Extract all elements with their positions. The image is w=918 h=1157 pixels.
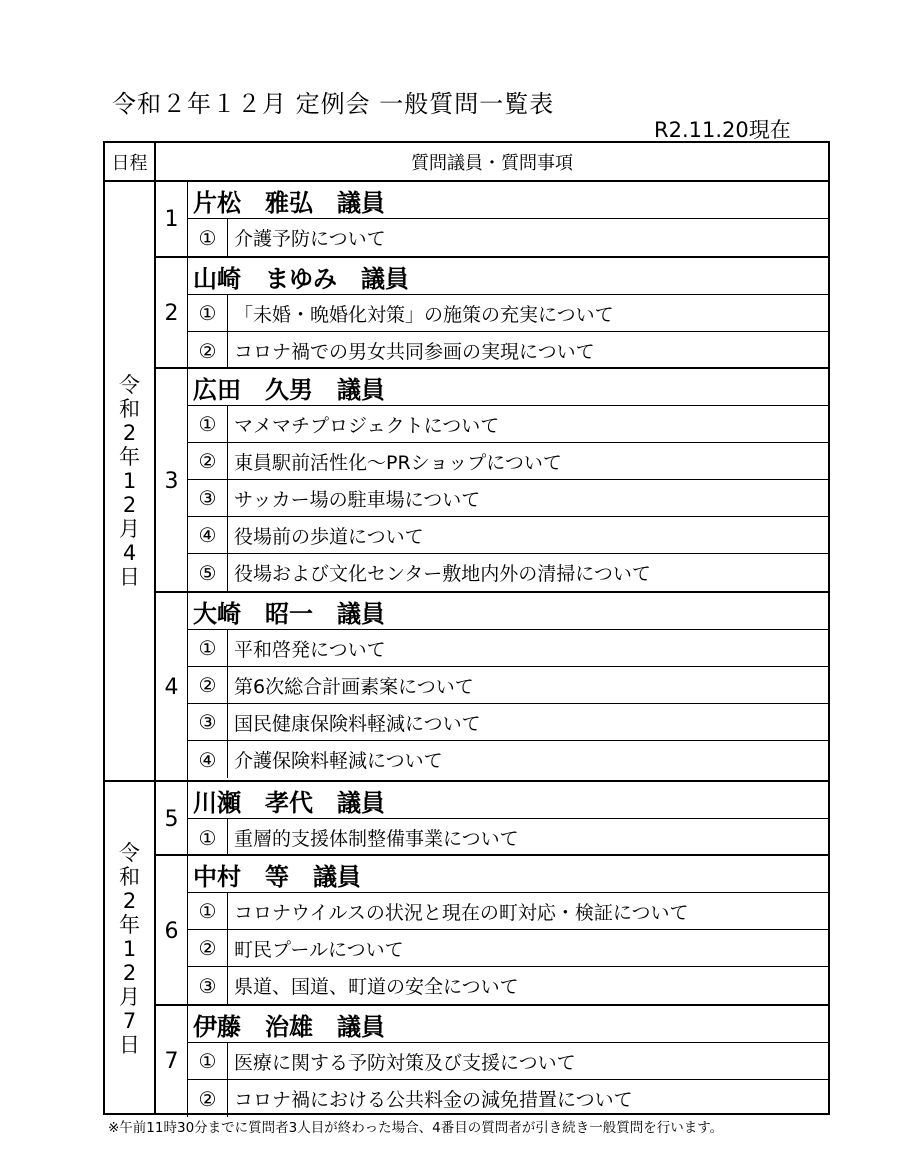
item-number: ①: [188, 219, 228, 256]
questioner-name: 伊藤 治雄 議員: [188, 1006, 828, 1043]
item-number: ⑤: [188, 554, 228, 591]
day-char: 2: [122, 421, 137, 445]
question-item: [188, 893, 828, 930]
item-text: 平和啓発について: [234, 638, 386, 661]
item-number: ②: [188, 443, 228, 479]
question-item: [188, 704, 828, 741]
questioner-1: [156, 182, 828, 256]
day-char: 1: [122, 936, 137, 961]
item-number: ④: [188, 517, 228, 553]
item-number: ②: [188, 332, 228, 369]
item-number: ①: [188, 893, 228, 929]
item-number: ③: [188, 967, 228, 1004]
day-char: 令: [119, 840, 140, 865]
question-item: [188, 554, 828, 591]
day-char: 年: [119, 445, 140, 469]
questioner-name: 大崎 昭一 議員: [188, 593, 828, 630]
questioner-number: 7: [156, 1006, 188, 1117]
questioner-number: 3: [156, 369, 188, 593]
item-text: 国民健康保険料軽減について: [234, 712, 481, 735]
question-item: [188, 1043, 828, 1080]
item-text: コロナ禍における公共料金の減免措置について: [234, 1089, 633, 1111]
questioner-name: 山崎 まゆみ 議員: [188, 258, 828, 295]
questioner-number: 6: [156, 856, 188, 1006]
item-text: マメマチプロジェクトについて: [234, 414, 500, 437]
day-char: 月: [119, 517, 140, 541]
questioner-name: 広田 久男 議員: [188, 369, 828, 406]
item-text: コロナ禍での男女共同参画の実現について: [234, 341, 595, 363]
item-number: ④: [188, 741, 228, 778]
question-table: [103, 141, 830, 1115]
item-text: 東員駅前活性化～PRショップについて: [234, 451, 562, 474]
question-item: [188, 406, 828, 443]
item-text: 「未婚・晩婚化対策」の施策の充実について: [234, 303, 614, 326]
item-text: 医療に関する予防対策及び支援について: [234, 1051, 576, 1074]
item-text: 役場および文化センター敷地内外の清掃について: [234, 563, 651, 585]
questioner-5: [156, 780, 828, 856]
question-item: [188, 630, 828, 667]
day-char: 1: [122, 469, 137, 493]
day-char: 7: [122, 1008, 137, 1033]
item-text: 介護予防について: [234, 228, 386, 250]
table-header: [105, 143, 828, 182]
questioner-name: 中村 等 議員: [188, 856, 828, 893]
question-item: [188, 443, 828, 480]
as-of-date: R2.11.20現在: [654, 118, 791, 142]
header-questions: 質問議員・質問事項: [411, 152, 573, 174]
item-text: 役場前の歩道について: [234, 525, 424, 548]
item-text: サッカー場の駐車場について: [234, 488, 481, 511]
item-number: ②: [188, 930, 228, 966]
question-item: [188, 1080, 828, 1117]
footnote: ※午前11時30分までに質問者3人目が終わった場合、4番目の質問者が引き続き一般質問を行います。: [108, 1120, 724, 1136]
question-item: [188, 967, 828, 1004]
item-number: ①: [188, 630, 228, 666]
question-item: [188, 480, 828, 517]
item-number: ①: [188, 1043, 228, 1079]
day-1: [105, 182, 156, 780]
questioner-7: [156, 1004, 828, 1117]
day-2: [105, 782, 156, 1115]
day-char: 令: [119, 373, 140, 397]
question-item: [188, 295, 828, 332]
questioner-number: 1: [156, 182, 188, 256]
day-char: 月: [119, 984, 140, 1009]
day-char: 日: [119, 1032, 140, 1057]
question-item: [188, 819, 828, 856]
questioner-number: 4: [156, 593, 188, 782]
day-char: 4: [122, 541, 137, 565]
questioner-name: 川瀬 孝代 議員: [188, 782, 828, 819]
questioner-2: [156, 256, 828, 369]
questioner-6: [156, 854, 828, 1006]
item-number: ③: [188, 480, 228, 516]
item-number: ②: [188, 1080, 228, 1117]
day-char: 日: [119, 565, 140, 589]
item-number: ③: [188, 704, 228, 740]
item-number: ①: [188, 819, 228, 856]
questioner-name: 片松 雅弘 議員: [188, 182, 828, 219]
question-item: [188, 741, 828, 778]
questioner-number: 2: [156, 258, 188, 369]
day-char: 2: [122, 493, 137, 517]
item-text: 県道、国道、町道の安全について: [234, 976, 519, 998]
item-text: 介護保険料軽減について: [234, 750, 443, 772]
questioner-3: [156, 367, 828, 593]
question-item: [188, 930, 828, 967]
item-number: ①: [188, 406, 228, 442]
item-text: 町民プールについて: [234, 938, 404, 961]
questioner-4: [156, 591, 828, 782]
day-char: 2: [122, 888, 137, 913]
question-item: [188, 667, 828, 704]
item-text: コロナウイルスの状況と現在の町対応・検証について: [234, 901, 689, 924]
question-item: [188, 332, 828, 369]
page-title: 令和２年１２月 定例会 一般質問一覧表: [112, 90, 555, 118]
item-number: ①: [188, 295, 228, 331]
day-char: 和: [119, 864, 140, 889]
item-text: 重層的支援体制整備事業について: [234, 828, 519, 850]
question-item: [188, 219, 828, 256]
header-date: 日程: [105, 143, 156, 180]
item-number: ②: [188, 667, 228, 703]
item-text: 第6次総合計画素案について: [234, 675, 474, 698]
day-char: 2: [122, 960, 137, 985]
day-char: 年: [119, 912, 140, 937]
question-item: [188, 517, 828, 554]
day-char: 和: [119, 397, 140, 421]
questioner-number: 5: [156, 782, 188, 856]
